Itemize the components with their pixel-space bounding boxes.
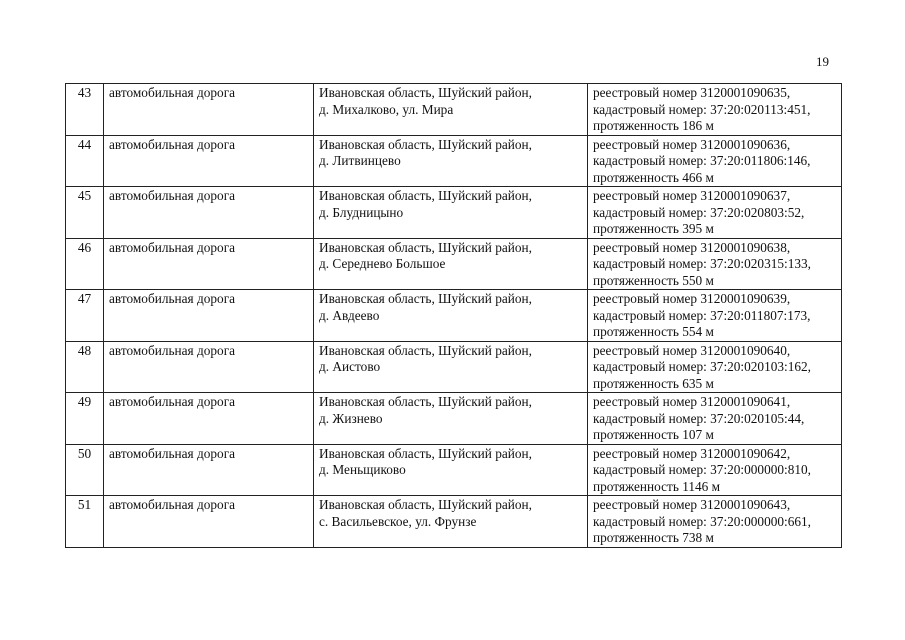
object-type — [104, 84, 314, 136]
registry-info-line: кадастровый номер: 37:20:000000:810, — [593, 462, 811, 477]
object-type-line: автомобильная дорога — [109, 85, 236, 100]
address-line: Ивановская область, Шуйский район, — [319, 394, 532, 409]
registry-info-line: протяженность 395 м — [593, 221, 714, 236]
row-number-line: 46 — [77, 239, 92, 255]
address — [314, 444, 588, 496]
object-type — [104, 341, 314, 393]
registry-info-line: реестровый номер 3120001090635, — [593, 85, 791, 100]
registry-info-line: протяженность 1146 м — [593, 478, 721, 494]
registry-info — [588, 496, 842, 548]
row-number — [66, 187, 104, 239]
address — [314, 84, 588, 136]
object-type — [104, 135, 314, 187]
registry-info-line: кадастровый номер: 37:20:020315:133, — [593, 256, 811, 271]
row-number — [66, 341, 104, 393]
address-line: д. Аистово — [319, 359, 381, 374]
registry-info-line: кадастровый номер: 37:20:020803:52, — [593, 204, 805, 220]
registry-info-line: реестровый номер 3120001090639, — [593, 291, 791, 306]
address — [314, 496, 588, 548]
address-line: Ивановская область, Шуйский район, — [319, 136, 532, 152]
address-line: Ивановская область, Шуйский район, — [319, 445, 532, 461]
registry-info — [588, 290, 842, 342]
row-number-line: 44 — [77, 136, 92, 152]
address — [314, 290, 588, 342]
object-type — [104, 238, 314, 290]
registry-info-line: кадастровый номер: 37:20:000000:661, — [593, 513, 811, 529]
object-type-line: автомобильная дорога — [109, 445, 236, 461]
registry-info — [588, 444, 842, 496]
address-line: д. Середнево Большое — [319, 256, 446, 271]
registry-info-line: реестровый номер 3120001090641, — [593, 394, 791, 409]
registry-info-line: реестровый номер 3120001090640, — [593, 342, 791, 358]
table-row — [66, 290, 842, 342]
row-number-line: 50 — [77, 445, 92, 461]
registry-info-line: реестровый номер 3120001090642, — [593, 445, 791, 461]
address-line: д. Михалково, ул. Мира — [319, 101, 454, 117]
table-row — [66, 393, 842, 445]
address-line: Ивановская область, Шуйский район, — [319, 85, 532, 100]
row-number — [66, 290, 104, 342]
row-number — [66, 84, 104, 136]
registry-info-line: протяженность 635 м — [593, 375, 714, 391]
registry-info-line: реестровый номер 3120001090637, — [593, 188, 791, 203]
address-line: с. Васильевское, ул. Фрунзе — [319, 513, 477, 529]
registry-info-line: кадастровый номер: 37:20:011807:173, — [593, 307, 811, 323]
registry-info-line: протяженность 550 м — [593, 272, 714, 288]
address-line: Ивановская область, Шуйский район, — [319, 497, 532, 512]
registry-info — [588, 341, 842, 393]
address-line: д. Жизнево — [319, 410, 383, 426]
address-line: Ивановская область, Шуйский район, — [319, 239, 532, 255]
table-row — [66, 496, 842, 548]
registry-info-line: протяженность 186 м — [593, 118, 714, 133]
registry-info — [588, 187, 842, 239]
table-row — [66, 187, 842, 239]
address-line: д. Меньщиково — [319, 462, 406, 477]
object-type — [104, 444, 314, 496]
address — [314, 238, 588, 290]
roads-table — [65, 83, 842, 548]
registry-info — [588, 238, 842, 290]
address — [314, 135, 588, 187]
object-type-line: автомобильная дорога — [109, 291, 236, 306]
object-type-line: автомобильная дорога — [109, 136, 236, 152]
address — [314, 393, 588, 445]
address — [314, 187, 588, 239]
address-line: д. Литвинцево — [319, 153, 401, 168]
registry-info-line: кадастровый номер: 37:20:020105:44, — [593, 410, 805, 426]
registry-info-line: кадастровый номер: 37:20:011806:146, — [593, 153, 811, 168]
registry-info-line: протяженность 738 м — [593, 530, 714, 545]
object-type-line: автомобильная дорога — [109, 239, 236, 255]
registry-info-line: реестровый номер 3120001090643, — [593, 497, 791, 512]
registry-info-line: кадастровый номер: 37:20:020103:162, — [593, 359, 811, 374]
address-line: Ивановская область, Шуйский район, — [319, 342, 532, 358]
row-number — [66, 496, 104, 548]
object-type-line: автомобильная дорога — [109, 394, 236, 409]
table-row — [66, 341, 842, 393]
object-type — [104, 290, 314, 342]
object-type — [104, 393, 314, 445]
row-number-line: 51 — [77, 497, 92, 512]
address-line: Ивановская область, Шуйский район, — [319, 291, 532, 306]
registry-info-line: кадастровый номер: 37:20:020113:451, — [593, 101, 811, 117]
row-number — [66, 444, 104, 496]
table-row — [66, 135, 842, 187]
page-number: 19 — [816, 54, 829, 69]
registry-info-line: протяженность 554 м — [593, 324, 714, 339]
row-number-line: 47 — [77, 291, 92, 306]
registry-info-line: реестровый номер 3120001090638, — [593, 239, 791, 255]
object-type-line: автомобильная дорога — [109, 188, 236, 203]
row-number — [66, 393, 104, 445]
address-line: Ивановская область, Шуйский район, — [319, 188, 532, 203]
registry-info-line: реестровый номер 3120001090636, — [593, 136, 791, 152]
object-type-line: автомобильная дорога — [109, 342, 236, 358]
registry-info — [588, 84, 842, 136]
registry-info-line: протяженность 466 м — [593, 169, 714, 185]
address-line: д. Авдеево — [319, 307, 380, 323]
table-row — [66, 84, 842, 136]
registry-info — [588, 135, 842, 187]
row-number — [66, 238, 104, 290]
row-number-line: 43 — [77, 85, 92, 100]
table-row — [66, 444, 842, 496]
table-row — [66, 238, 842, 290]
registry-info-line: протяженность 107 м — [593, 427, 714, 442]
object-type — [104, 187, 314, 239]
registry-info — [588, 393, 842, 445]
row-number-line: 48 — [77, 342, 92, 358]
object-type — [104, 496, 314, 548]
object-type-line: автомобильная дорога — [109, 497, 236, 512]
row-number — [66, 135, 104, 187]
row-number-line: 45 — [77, 188, 92, 203]
row-number-line: 49 — [77, 394, 92, 409]
address — [314, 341, 588, 393]
address-line: д. Блудницыно — [319, 204, 404, 220]
